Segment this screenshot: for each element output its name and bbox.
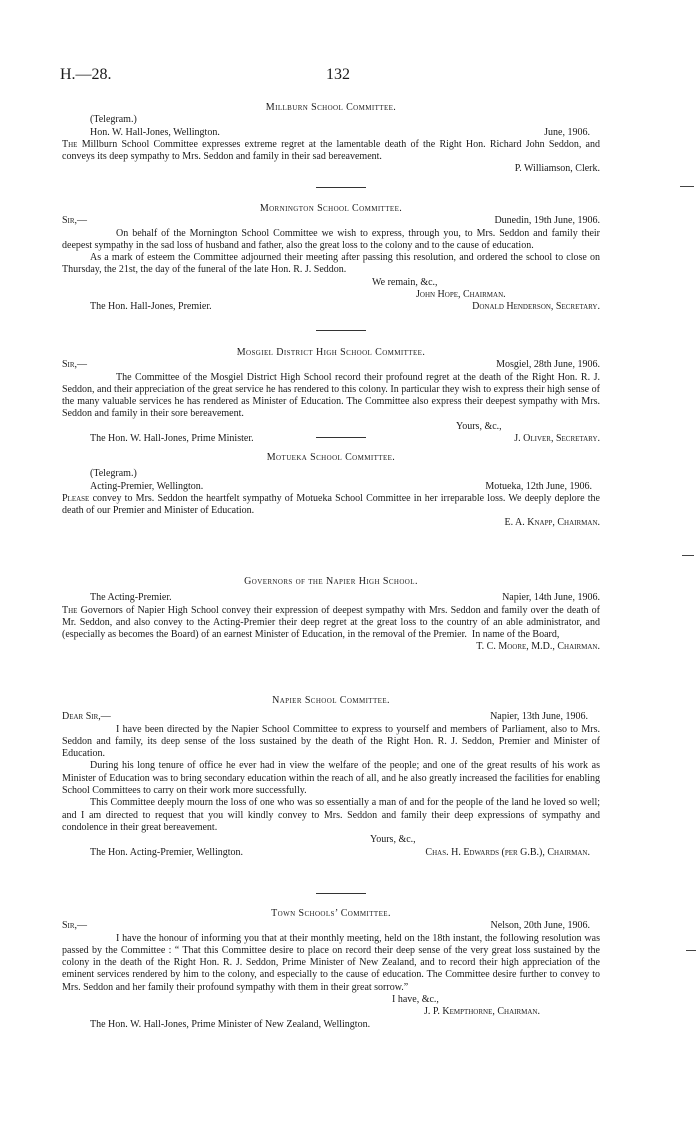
addressee: The Hon. Hall-Jones, Premier. <box>90 301 212 313</box>
section-divider <box>316 330 366 331</box>
place-date: Motueka, 12th June, 1906. <box>485 480 592 492</box>
margin-mark <box>686 950 696 951</box>
signature: J. P. Kempthorne, Chairman. <box>424 1006 540 1018</box>
salutation-row <box>62 711 600 723</box>
salutation-row <box>62 359 600 371</box>
paragraph: During his long tenure of office he ever had in view the welfare of the people; and one of the great results of his work as Minister of Education was to bring secondary education within the reach of all, and he also greatly increased the facilities for enabling School Committees to carry on their work more successfully. <box>62 760 600 797</box>
margin-mark <box>682 555 694 556</box>
lead-word: The <box>62 604 78 616</box>
telegram-note: (Telegram.) <box>90 114 137 126</box>
signature: John Hope, Chairman. <box>416 289 506 301</box>
page-number: 132 <box>326 66 350 83</box>
message-body <box>62 605 600 642</box>
section-title: Millburn School Committee. <box>265 102 397 113</box>
place-date: Mosgiel, 28th June, 1906. <box>496 359 600 371</box>
section-title: Mosgiel District High School Committee. <box>236 347 426 358</box>
closing: I have, &c., <box>392 994 439 1006</box>
addressee: The Acting-Premier. <box>90 592 172 604</box>
addressee-row <box>62 847 600 859</box>
place-date: Nelson, 20th June, 1906. <box>490 920 590 932</box>
salutation: Sir,— <box>62 920 88 932</box>
section-title: Governors of the Napier High School. <box>244 576 418 587</box>
salutation-row <box>62 920 600 932</box>
lead-word: Please <box>62 492 90 504</box>
body-text: Governors of Napier High School convey their expression of deepest sympathy with Mrs. Seddon and family over the death of Mr. Seddon, and also convey to the Acting-Premier their deep regret at the great loss to the country of an able administrator, and (especially as becomes the Board) of an earnest Minister of Education, in the removal of the Premier. <box>62 604 601 641</box>
signature: Donald Henderson, Secretary. <box>472 301 600 313</box>
closing: We remain, &c., <box>372 276 438 288</box>
paragraph: I have been directed by the Napier School Committee to express to yourself and members of Parliament, also to Mrs. Seddon and family, its deep sense of the loss sustained by the death of the Right Hon. R. J. Seddon, Premier and Minister of Education. <box>62 723 600 760</box>
signature: E. A. Knapp, Chairman. <box>504 517 600 529</box>
signature: Chas. H. Edwards (per G.B.), Chairman. <box>425 846 590 858</box>
place-date: Dunedin, 19th June, 1906. <box>494 215 600 227</box>
place-date: Napier, 14th June, 1906. <box>502 592 600 604</box>
closing: Yours, &c., <box>456 420 502 432</box>
salutation: Sir,— <box>62 359 88 371</box>
margin-mark <box>680 186 694 187</box>
section-title: Napier School Committee. <box>272 695 390 706</box>
section-divider <box>316 437 366 438</box>
message-body <box>62 493 600 518</box>
section-title: Motueka School Committee. <box>266 452 396 463</box>
paragraph: I have the honour of informing you that at their monthly meeting, held on the 18th instant, the following resolution was passed by the Committee : “ That this Committee desire to place on record their deep sense of the very great loss sustained by the colony in the death of the Right Hon. R. J. Seddon, Prime Minister of New Zealand, and to record their high appreciation of the eminent services rendered by him to the colony, and especially to the cause of education. The Committee desire further to convey to Mrs. Seddon and her family their profound sympathy with them in their great sorrow.” <box>62 932 600 993</box>
signature: P. Williamson, Clerk. <box>514 163 600 175</box>
napier-high-section <box>62 576 600 654</box>
signature: T. C. Moore, M.D., Chairman. <box>476 641 600 653</box>
addressee: Hon. W. Hall-Jones, Wellington. <box>90 126 220 138</box>
address-row <box>62 481 600 493</box>
address-row <box>62 127 600 139</box>
date: June, 1906. <box>544 126 590 138</box>
place-date: Napier, 13th June, 1906. <box>490 711 588 723</box>
addressee: The Hon. W. Hall-Jones, Prime Minister. <box>90 433 254 445</box>
section-divider <box>316 187 366 188</box>
millburn-section <box>62 102 600 176</box>
salutation: Dear Sir,— <box>62 711 111 723</box>
napier-school-section <box>62 695 600 859</box>
section-title: Town Schools’ Committee. <box>271 908 391 919</box>
mosgiel-section <box>62 347 600 445</box>
telegram-note: (Telegram.) <box>90 468 137 480</box>
address-row <box>62 592 600 604</box>
addressee: The Hon. Acting-Premier, Wellington. <box>90 846 244 858</box>
town-schools-section <box>62 908 600 1031</box>
addressee-row <box>62 433 600 445</box>
closing: Yours, &c., <box>370 834 416 846</box>
motueka-section <box>62 452 600 530</box>
mornington-section <box>62 203 600 314</box>
signature: J. Oliver, Secretary. <box>514 433 600 445</box>
salutation-row <box>62 215 600 227</box>
lead-word: The <box>62 138 78 150</box>
document-reference: H.—28. <box>60 66 112 83</box>
body-text: convey to Mrs. Seddon the heartfelt sympathy of Motueka School Committee in her irreparable loss. We deeply deplore the death of our Premier and Minister of Education. <box>62 492 600 517</box>
paragraph: On behalf of the Mornington School Committee we wish to express, through you, to Mrs. Seddon and family their deepest sympathy in the sad loss of husband and father, also the great loss to the colony and to the cause of education. <box>62 227 600 251</box>
addressee-row <box>62 301 600 313</box>
salutation: Sir,— <box>62 215 88 227</box>
paragraph: This Committee deeply mourn the loss of one who was so essentially a man of and for the people of the land he loved so well; and I am directed to request that you will kindly convey to Mrs. Seddon and family their deep expressions of sympathy and condolence in their great bereavement. <box>62 797 600 833</box>
paragraph: As a mark of esteem the Committee adjourned their meeting after passing this resolution, and ordered the school to close on Thursday, the 21st, the day of the funeral of the late Hon. R. J. Seddon. <box>62 252 600 276</box>
section-title: Mornington School Committee. <box>259 203 403 214</box>
body-text: Millburn School Committee expresses extreme regret at the lamentable death of the Right Hon. Richard John Seddon, and conveys its deep sympathy to Mrs. Seddon and family in their sad bereavement. <box>62 138 600 163</box>
addressee: Acting-Premier, Wellington. <box>90 480 204 492</box>
closing: In name of the Board, <box>471 629 560 641</box>
section-divider <box>316 893 366 894</box>
addressee: The Hon. W. Hall-Jones, Prime Minister of New Zealand, Wellington. <box>90 1018 371 1030</box>
message-body <box>62 139 600 164</box>
paragraph: The Committee of the Mosgiel District High School record their profound regret at the death of the Right Hon. R. J. Seddon, and their appreciation of the great service he has rendered to this colony. In particular they wish to express their high sense of the many valuable services he has rendered as Minister of Education. The Committee also express their deepest sympathy with Mrs. Seddon and family in their sore bereavement. <box>62 371 600 420</box>
